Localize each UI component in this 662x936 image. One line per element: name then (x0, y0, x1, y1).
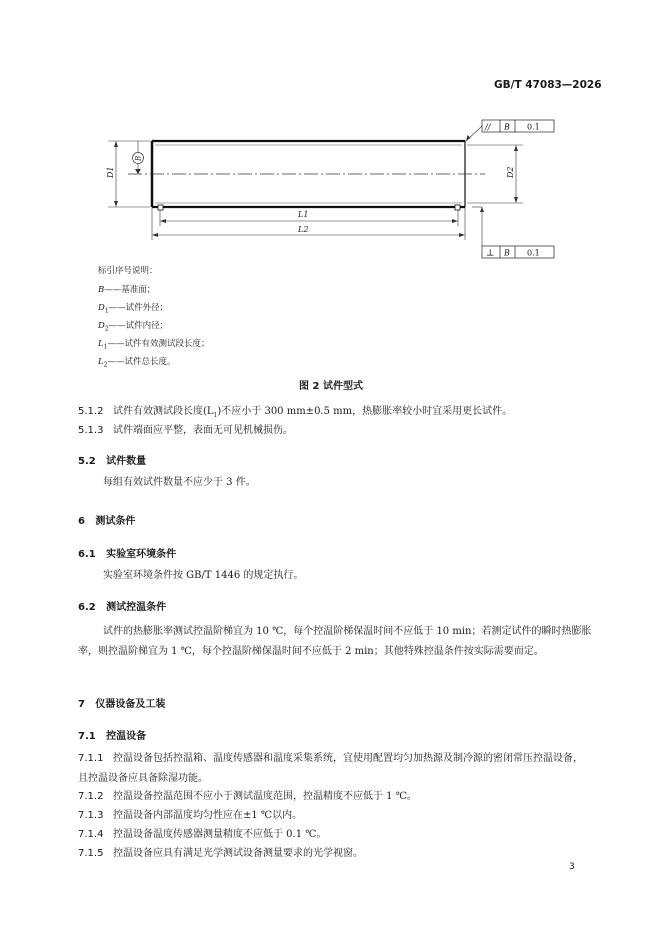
d2-label: D2 (506, 166, 515, 178)
clause-7-1-2: 7.1.2 控温设备控温范围不应小于测试温度范围，控温精度不应低于 1 ℃。 (78, 791, 417, 802)
heading-5-2: 5.2 试件数量 (78, 456, 147, 467)
perpendicularity-value: 0.1 (527, 248, 540, 258)
parallelism-frame (482, 120, 554, 132)
clause-6-1-body: 实验室环境条件按 GB/T 1446 的规定执行。 (103, 570, 304, 581)
l1-label: L1 (298, 210, 309, 219)
l2-label: L2 (298, 225, 309, 234)
clause-5-1-3: 5.1.3 试件端面应平整，表面无可见机械损伤。 (78, 425, 293, 436)
clause-7-1-5: 7.1.5 控温设备应具有满足光学测试设备测量要求的光学视窗。 (78, 848, 363, 859)
d1-label: D1 (106, 166, 115, 178)
legend-title: 标引序号说明： (98, 266, 158, 276)
legend-item: $D_2——$试件内径； (98, 321, 169, 333)
heading-7-1: 7.1 控温设备 (78, 731, 147, 742)
perpendicularity-datum: B (504, 248, 510, 258)
standard-number: GB/T 47083—2026 (494, 79, 602, 91)
gauge-mark-left (158, 205, 163, 210)
legend-item: $D_1——$试件外径； (98, 303, 169, 315)
parallelism-datum: B (504, 122, 510, 132)
clause-7-1-4: 7.1.4 控温设备温度传感器测量精度不应低于 0.1 ℃。 (78, 829, 327, 840)
heading-6-1: 6.1 实验室环境条件 (78, 549, 177, 560)
page-number: 3 (569, 862, 575, 872)
clause-5-2-body: 每组有效试件数量不应少于 3 件。 (103, 477, 256, 488)
legend-item: $L_1——$试件有效测试段长度； (98, 339, 210, 351)
heading-7: 7 仪器设备及工装 (78, 699, 166, 710)
figure-caption: 图 2 试件型式 (299, 381, 363, 392)
clause-5-1-2: 5.1.2 试件有效测试段长度$(L_1)$不应小于 300 mm±0.5 mm，热膨胀率较小时宜采用更长试件。 (78, 406, 513, 419)
parallelism-icon: // (485, 122, 491, 132)
heading-6-2: 6.2 测试控温条件 (78, 602, 167, 613)
heading-6: 6 测试条件 (78, 516, 136, 527)
legend-item: B——基准面； (98, 285, 156, 295)
clause-7-1-1: 7.1.1 控温设备包括控温箱、温度传感器和温度采集系统，宜使用配置均匀加热源及制冷源的密闭常压控温设备，且控温设备应具备除湿功能。 (78, 753, 583, 784)
gauge-mark-right (455, 205, 460, 210)
legend-item: $L_2——$试件总长度。 (98, 357, 176, 369)
clause-6-2-body: 试件的热膨胀率测试控温阶梯宜为 10 ℃，每个控温阶梯保温时间不应低于 10 min；若测定试件的瞬时热膨胀率，则控温阶梯宜为 1 ℃，每个控温阶梯保温时间不应低于 2 min；其他特殊控温条件按实际需要而定。 (78, 626, 592, 657)
parallelism-value: 0.1 (527, 122, 540, 132)
perpendicularity-icon: ⊥ (486, 248, 495, 259)
clause-7-1-3: 7.1.3 控温设备内部温度均匀性应在±1 ℃以内。 (78, 810, 303, 821)
datum-b-label: B (134, 155, 143, 161)
